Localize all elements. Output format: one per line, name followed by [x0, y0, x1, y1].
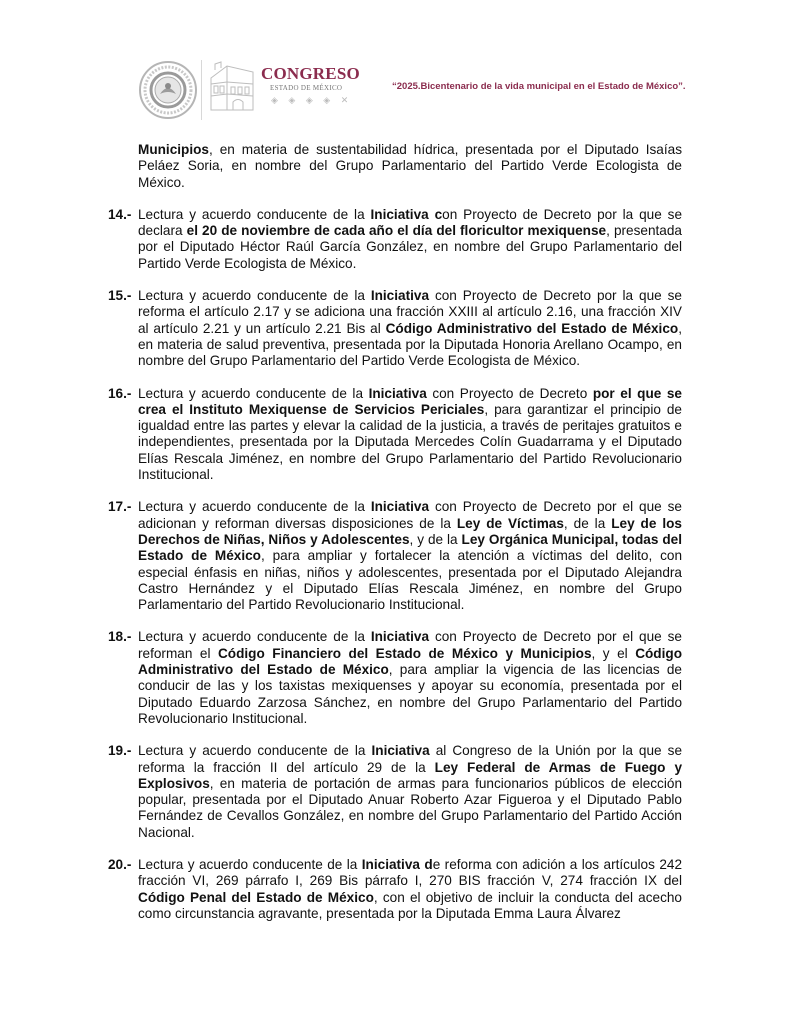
ornament-icons: ◈ ◈ ◈ ◈ ✕	[271, 95, 353, 105]
body-text: , en materia de portación de armas para funcionarios públicos de elección popular, presentada por el Diputado Anuar Roberto Azar Figueroa y el Diputado Pablo Fernández de Cevallos González, en nombre del Grupo Parlamentario del Partido Acción Nacional.	[138, 775, 682, 840]
body-text: , para ampliar la vigencia de las licencias de conducir de las y los taxistas mexiquenses y apoyar su economía, presentada por el Diputado Eduardo Zarzosa Sánchez, en nombre del Grupo Parlamentario del Partido Revolucionario Institucional.	[138, 662, 682, 726]
bold-text: Municipios	[138, 142, 209, 157]
body-text: Lectura y acuerdo conducente de la	[138, 385, 369, 401]
body-text: Lectura y acuerdo conducente de la	[138, 499, 371, 515]
bold-text: Iniciativa	[370, 499, 430, 515]
bold-text: Código Administrativo del Estado de México	[385, 320, 679, 336]
body-text: Lectura y acuerdo conducente de la	[138, 288, 371, 304]
bold-text: Ley Orgánica Municipal, todas del Estado de México	[138, 531, 682, 564]
header-divider	[201, 60, 202, 120]
bold-text: Iniciativa	[370, 629, 430, 645]
item-number: 18.-	[108, 629, 132, 645]
body-text: con Proyecto de Decreto	[426, 385, 593, 401]
body-text: , y el	[591, 645, 636, 661]
agenda-item-continuation	[108, 142, 682, 191]
bold-text: Ley Federal de Armas de Fuego y Explosivos	[138, 759, 682, 791]
bold-text: Código Administrativo del Estado de México	[138, 645, 682, 678]
body-text: , con el objetivo de incluir la conducta del acecho como circunstancia agravante, presentada por la Diputada Emma Laura Álvarez	[138, 889, 682, 921]
bold-text: por el que se crea el Instituto Mexiquense de Servicios Periciales	[138, 385, 682, 417]
page-header	[0, 0, 791, 130]
agenda-item	[108, 743, 682, 841]
body-text: , en materia de salud preventiva, presentada por la Diputada Honoria Arellano Ocampo, en nombre del Grupo Parlamentario del Partido Verde Ecologista de México.	[138, 320, 682, 369]
body-text: con Proyecto de Decreto por la que se reforma el artículo 2.17 y se adiciona una fracción XXIII al artículo 2.16, una fracción XIV al artículo 2.21 y un artículo 2.21 Bis al	[138, 288, 682, 336]
bold-text: el 20 de noviembre de cada año el día del floricultor mexiquense	[186, 223, 607, 239]
body-text: , presentada por el Diputado Héctor Raúl García González, en nombre del Grupo Parlamentario del Partido Verde Ecologista de México.	[138, 223, 682, 271]
body-text: Lectura y acuerdo conducente de la	[138, 206, 371, 222]
agenda-item	[108, 288, 682, 369]
item-number: 19.-	[108, 743, 132, 759]
body-text: , para garantizar el principio de igualdad entre las partes y elevar la calidad de la justicia, a través de peritajes gratuitos e independientes, presentada por la Diputada Mercedes Colín Guadarrama y el Diputado Elías Rescala Jiménez, en nombre del Grupo Parlamentario del Partido Revolucionario Institucional.	[138, 401, 682, 483]
bold-text: Iniciativa	[371, 743, 430, 759]
agenda-list	[108, 142, 682, 938]
body-text: Lectura y acuerdo conducente de la	[138, 629, 371, 645]
item-number: 15.-	[108, 288, 132, 304]
body-text: al Congreso de la Unión por la que se reforma la fracción II del artículo 29 de la	[138, 743, 683, 775]
body-text: , y de la	[409, 531, 462, 547]
body-text: con Proyecto de Decreto por el que se reforman el	[138, 629, 682, 661]
item-number: 16.-	[108, 385, 132, 401]
bold-text: Ley de los Derechos de Niñas, Niños y Adolescentes	[138, 515, 682, 547]
body-text: Lectura y acuerdo conducente de la	[138, 856, 362, 872]
body-text: Lectura y acuerdo conducente de la	[138, 743, 372, 759]
agenda-item	[108, 629, 682, 727]
bold-text: Iniciativa d	[361, 856, 433, 872]
body-text: e reforma con adición a los artículos 242 fracción VI, 269 párrafo I, 269 Bis párrafo I, 270 BIS fracción V, 274 fracción IX del	[138, 856, 682, 889]
agenda-item	[108, 386, 682, 484]
body-text: , para ampliar y fortalecer la atención a víctimas del delito, con especial énfasis en niñas, niños y adolescentes, presentada por el Diputado Alejandra Castro Hernández y el Diputado Elías Rescala Jiménez, en nombre del Grupo Parlamentario del Partido Revolucionario Institucional.	[138, 548, 682, 613]
state-seal-icon	[138, 60, 198, 120]
bold-text: Código Financiero del Estado de México y Municipios	[217, 645, 592, 661]
header-motto: “2025.Bicentenario de la vida municipal en el Estado de México”.	[392, 81, 686, 92]
agenda-item	[108, 857, 682, 922]
body-text: con Proyecto de Decreto por el que se adicionan y reforman diversas disposiciones de la	[138, 499, 682, 531]
org-subtitle: ESTADO DE MÉXICO	[270, 84, 343, 92]
congress-building-icon	[207, 60, 257, 115]
body-text: , de la	[563, 515, 612, 531]
agenda-item	[108, 207, 682, 272]
agenda-item	[108, 499, 682, 613]
bold-text: Iniciativa c	[370, 206, 443, 222]
bold-text: Código Penal del Estado de México	[138, 889, 374, 905]
body-text: , en materia de sustentabilidad hídrica, presentada por el Diputado Isaías Peláez Soria, en nombre del Grupo Parlamentario del Partido Verde Ecologista de México.	[138, 142, 682, 190]
item-number: 20.-	[108, 856, 132, 872]
item-number: 17.-	[108, 499, 132, 515]
body-text: on Proyecto de Decreto por la que se declara	[138, 206, 683, 239]
item-number: 14.-	[108, 206, 132, 222]
bold-text: Ley de Víctimas	[456, 515, 564, 531]
bold-text: Iniciativa	[370, 288, 430, 304]
org-name: CONGRESO	[261, 64, 360, 83]
bold-text: Iniciativa	[368, 385, 427, 401]
